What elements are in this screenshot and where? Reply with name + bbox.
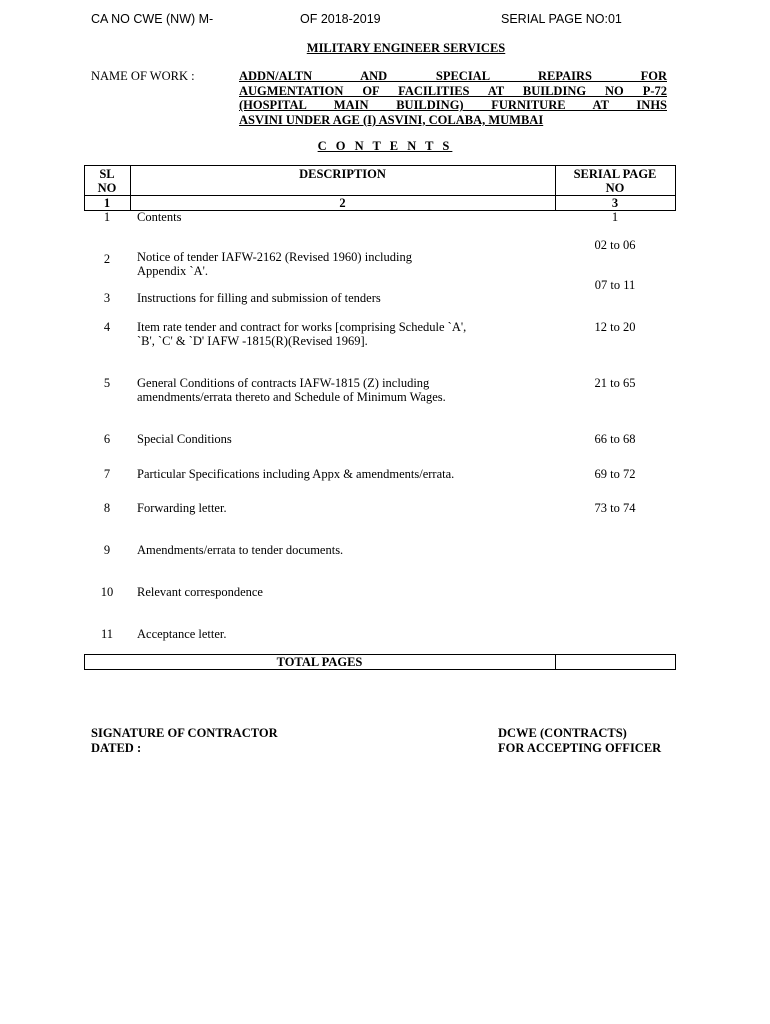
organization-title: MILITARY ENGINEER SERVICES	[306, 41, 506, 55]
row-description: Particular Specifications including Appx & amendments/errata.	[137, 467, 455, 481]
row-description: Item rate tender and contract for works [comprising Schedule `A', `B', `C' & `D' IAFW -1815(R)(Revised 1969].	[137, 320, 467, 348]
table-top-border	[84, 165, 676, 166]
row-page-range: 02 to 06	[594, 238, 636, 252]
dated-label: DATED :	[91, 740, 142, 755]
row-page-range: 69 to 72	[594, 467, 636, 481]
row-sl-no: 10	[100, 585, 114, 599]
contract-year: OF 2018-2019	[300, 12, 381, 26]
col-number-1: 1	[103, 196, 111, 210]
col-number-3: 3	[611, 196, 619, 210]
row-description: Forwarding letter.	[137, 501, 227, 515]
name-of-work-line: (HOSPITAL MAIN BUILDING) FURNITURE AT INHS	[239, 98, 667, 113]
row-sl-no: 3	[103, 291, 111, 305]
name-of-work-line: ADDN/ALTN AND SPECIAL REPAIRS FOR	[239, 69, 667, 83]
row-sl-no: 6	[103, 432, 111, 446]
table-right-border	[675, 165, 676, 211]
contents-title: C O N T E N T S	[317, 139, 453, 153]
ca-number: CA NO CWE (NW) M-	[91, 12, 214, 26]
row-sl-no: 9	[103, 543, 111, 557]
row-sl-no: 5	[103, 376, 111, 390]
row-description: Relevant correspondence	[137, 585, 263, 599]
row-sl-no: 4	[103, 320, 111, 334]
officer-title: DCWE (CONTRACTS)	[498, 726, 627, 740]
row-description: General Conditions of contracts IAFW-1815 (Z) including amendments/errata thereto and Schedule of Minimum Wages.	[137, 376, 446, 404]
total-row-bottom	[84, 669, 676, 670]
row-page-range: 73 to 74	[594, 501, 636, 515]
total-row-divider	[555, 654, 556, 670]
contractor-signature-label: SIGNATURE OF CONTRACTOR	[91, 726, 278, 740]
row-sl-no: 8	[103, 501, 111, 515]
col-header-sl-no: SL NO	[97, 167, 117, 195]
row-description: Contents	[137, 210, 182, 224]
officer-signature-block	[498, 726, 661, 755]
row-page-range: 21 to 65	[594, 376, 636, 390]
row-page-range: 12 to 20	[594, 320, 636, 334]
row-description: Amendments/errata to tender documents.	[137, 543, 344, 557]
name-of-work-line: AUGMENTATION OF FACILITIES AT BUILDING NO P-72	[239, 83, 667, 98]
total-row-right	[675, 654, 676, 670]
contractor-signature-block	[91, 726, 278, 755]
name-of-work-label: NAME OF WORK :	[91, 69, 195, 83]
row-sl-no: 7	[103, 467, 111, 481]
total-pages-label: TOTAL PAGES	[276, 655, 363, 669]
row-sl-no: 11	[100, 627, 114, 641]
row-sl-no: 2	[103, 252, 111, 266]
col-number-2: 2	[339, 196, 346, 210]
serial-page-number: SERIAL PAGE NO:01	[501, 12, 622, 26]
row-description: Special Conditions	[137, 432, 232, 446]
officer-role: FOR ACCEPTING OFFICER	[498, 740, 662, 755]
row-page-range: 66 to 68	[594, 432, 636, 446]
col-header-description: DESCRIPTION	[299, 167, 386, 181]
row-description: Acceptance letter.	[137, 627, 227, 641]
row-description: Notice of tender IAFW-2162 (Revised 1960) including Appendix `A'.	[137, 250, 412, 278]
name-of-work-text	[239, 69, 667, 127]
row-sl-no: 1	[103, 210, 111, 224]
row-description: Instructions for filling and submission of tenders	[137, 291, 381, 305]
col-header-serial-page: SERIAL PAGE NO	[573, 167, 657, 195]
name-of-work-line: ASVINI UNDER AGE (I) ASVINI, COLABA, MUMBAI	[239, 112, 544, 127]
row-page-range: 1	[611, 210, 619, 224]
row-page-range: 07 to 11	[594, 278, 636, 292]
